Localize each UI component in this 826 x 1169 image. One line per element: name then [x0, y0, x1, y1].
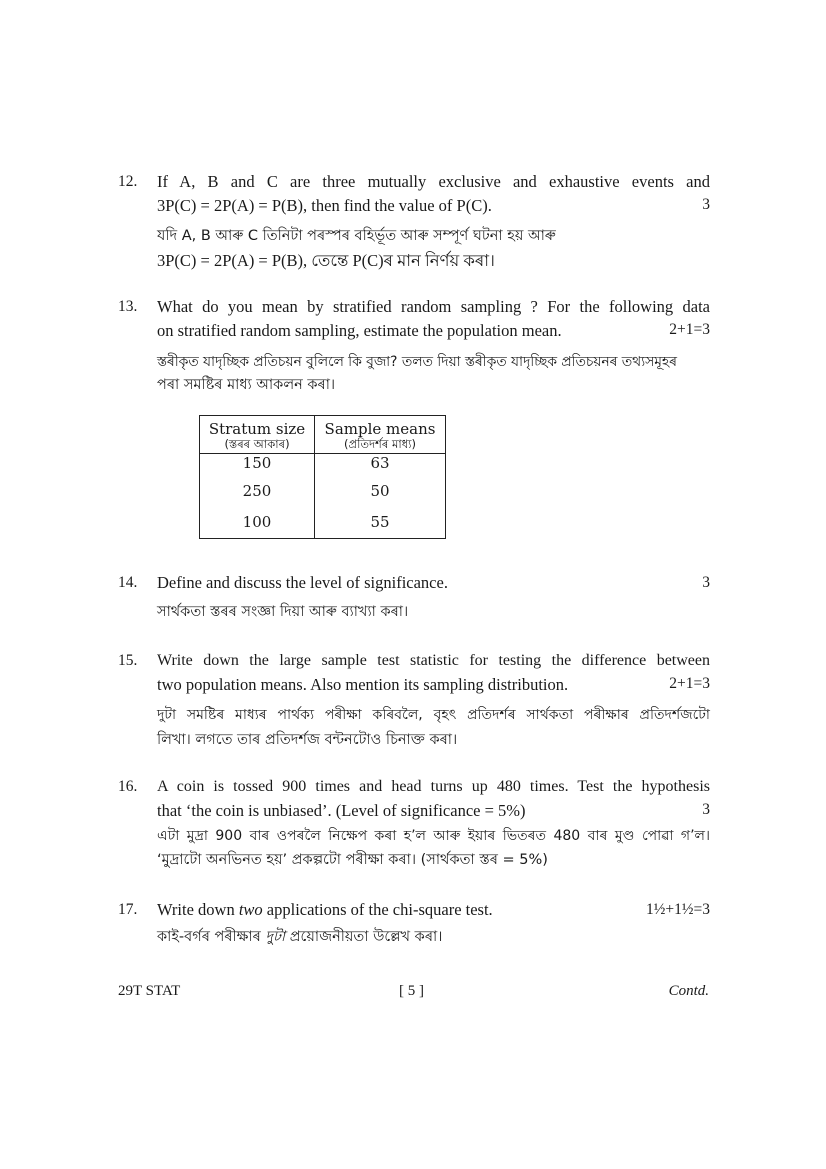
assamese-text-line: 3P(C) = 2P(A) = P(B), তেন্তে P(C)ৰ মান নিৰ্ণয় কৰা।	[157, 251, 495, 270]
question-number: 14.	[118, 574, 138, 591]
question-text-line: on stratified random sampling, estimate the population mean.	[157, 321, 562, 340]
assamese-text-line: স্তৰীকৃত যাদৃচ্ছিক প্ৰতিচয়ন বুলিলে কি বুজা? তলত দিয়া স্তৰীকৃত যাদৃচ্ছিক প্ৰতিচয়নৰ তথ্যসমূহৰ	[157, 354, 677, 370]
assamese-text-line: এটা মুদ্ৰা 900 বাৰ ওপৰলৈ নিক্ষেপ কৰা হ’ল আৰু ইয়াৰ ভিতৰত 480 বাৰ মুণ্ড পোৱা গ’ল।	[157, 828, 710, 844]
assamese-text-line: যদি A, B আৰু C তিনিটা পৰস্পৰ বহিৰ্ভূত আৰু সম্পূৰ্ণ ঘটনা হয় আৰু	[157, 228, 556, 244]
assamese-text-line: দুটা সমষ্টিৰ মাধ্যৰ পাৰ্থক্য পৰীক্ষা কৰিবলৈ, বৃহৎ প্ৰতিদৰ্শৰ সাৰ্থকতা পৰীক্ষাৰ প্ৰতিদৰ্শজটো	[157, 707, 710, 723]
assamese-text-line	[157, 925, 710, 949]
question-number: 15.	[118, 652, 138, 669]
question-number: 17.	[118, 901, 138, 918]
marks: 1½+1½=3	[646, 901, 710, 918]
emphasis-text: two	[238, 900, 263, 919]
assamese-text-line: ‘মুদ্ৰাটো অনভিনত হয়’ প্ৰকল্পটো পৰীক্ষা কৰা। (সাৰ্থকতা স্তৰ = 5%)	[157, 852, 548, 868]
question-text-line	[157, 898, 710, 922]
question-text-line: A coin is tossed 900 times and head turns up 480 times. Test the hypothesis	[157, 778, 710, 795]
table-row	[200, 506, 446, 539]
header-label: Stratum size	[208, 420, 306, 438]
question-13	[118, 297, 710, 397]
table-cell: 250	[200, 476, 315, 506]
question-text-line: 3P(C) = 2P(A) = P(B), then find the value of P(C).	[157, 196, 492, 215]
text-segment: প্ৰয়োজনীয়তা উল্লেখ কৰা।	[285, 929, 443, 945]
assamese-text-line: সাৰ্থকতা স্তৰৰ সংজ্ঞা দিয়া আৰু ব্যাখ্যা কৰা।	[157, 604, 409, 620]
page-number: [ 5 ]	[399, 983, 424, 999]
table-row	[200, 454, 446, 477]
question-text-line: that ‘the coin is unbiased’. (Level of significance = 5%)	[157, 801, 526, 820]
header-sublabel: (প্ৰতিদৰ্শৰ মাধ্য)	[344, 437, 416, 451]
question-text-line: What do you mean by stratified random sampling ? For the following data	[157, 297, 710, 316]
question-number: 13.	[118, 298, 138, 315]
stratified-data-table	[199, 415, 446, 539]
question-16	[118, 777, 710, 877]
table-cell: 150	[200, 454, 315, 477]
question-number: 16.	[118, 778, 138, 795]
table-cell: 100	[200, 506, 315, 539]
question-text-line: If A, B and C are three mutually exclusive and exhaustive events and	[157, 172, 710, 191]
question-text-line: two population means. Also mention its sampling distribution.	[157, 675, 569, 694]
question-text-line: Define and discuss the level of significance.	[157, 573, 448, 592]
emphasis-text: দুটা	[265, 929, 286, 945]
question-text-line: Write down the large sample test statistic for testing the difference between	[157, 652, 710, 669]
paper-code: 29T STAT	[118, 983, 181, 999]
marks: 3	[702, 196, 710, 213]
continued-label: Contd.	[668, 983, 709, 999]
question-17	[118, 900, 710, 950]
text-segment: applications of the chi-square test.	[262, 900, 493, 919]
marks: 3	[702, 574, 710, 591]
question-number: 12.	[118, 173, 138, 190]
table-cell: 63	[315, 454, 446, 477]
marks: 2+1=3	[669, 675, 710, 692]
table-cell: 50	[315, 476, 446, 506]
header-label: Sample means	[324, 420, 436, 438]
question-14	[118, 573, 710, 623]
header-sample-means	[315, 416, 446, 454]
table-header-row	[200, 416, 446, 454]
table-row	[200, 476, 446, 506]
text-segment: কাই-বৰ্গৰ পৰীক্ষাৰ	[157, 929, 266, 945]
text-segment: Write down	[157, 900, 239, 919]
question-12	[118, 172, 710, 272]
marks: 2+1=3	[669, 321, 710, 338]
header-stratum-size	[200, 416, 315, 454]
header-sublabel: (স্তৰৰ আকাৰ)	[224, 437, 290, 451]
assamese-text-line: লিখা। লগতে তাৰ প্ৰতিদৰ্শজ বন্টনটোও চিনাক্ত কৰা।	[157, 732, 458, 748]
table-cell: 55	[315, 506, 446, 539]
assamese-text-line: পৰা সমষ্টিৰ মাধ্য আকলন কৰা।	[157, 377, 336, 393]
question-15	[118, 651, 710, 751]
marks: 3	[702, 801, 710, 818]
